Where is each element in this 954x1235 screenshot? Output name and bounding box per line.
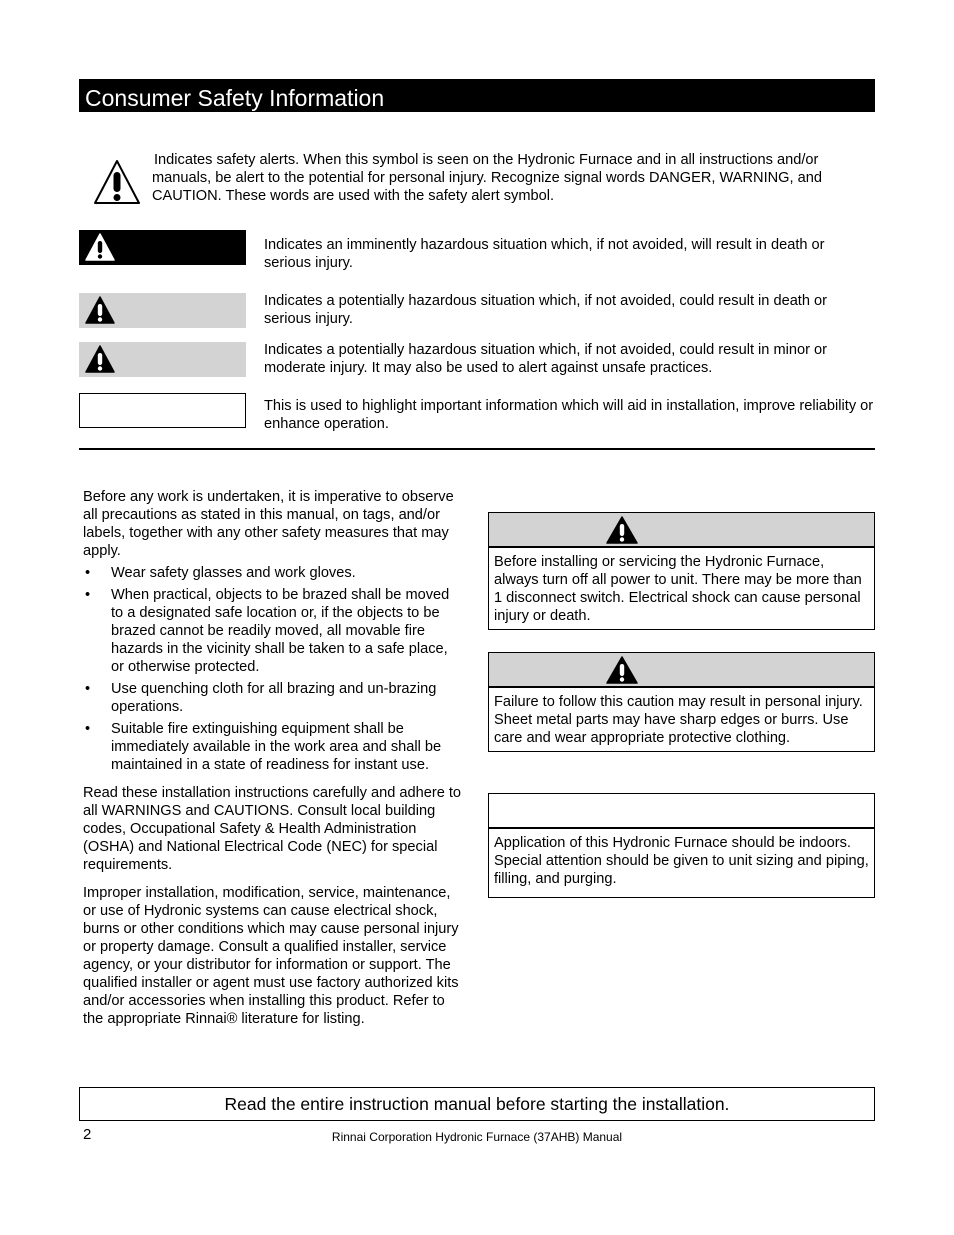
precautions-intro: Before any work is undertaken, it is imperative to observe all precautions as stated in this manual, on tags, and/or labels, together with any other safety measures that may apply. bbox=[83, 489, 454, 559]
warning-description: Indicates a potentially hazardous situation which, if not avoided, could result in death or serious injury. bbox=[264, 293, 828, 327]
bullet-icon: • bbox=[85, 721, 91, 737]
list-item bbox=[83, 680, 463, 716]
section-divider bbox=[79, 448, 875, 450]
warning-box-body: Before installing or servicing the Hydronic Furnace, always turn off all power to unit. There may be more than 1 disconnect switch. Electrical shock can cause personal injury or death. bbox=[488, 547, 875, 630]
danger-alert-icon bbox=[84, 232, 116, 262]
caution-alert-icon bbox=[605, 655, 639, 685]
warning-box-header bbox=[488, 512, 875, 547]
notice-signal-box bbox=[79, 393, 246, 428]
caution-description: Indicates a potentially hazardous situation which, if not avoided, could result in minor or moderate injury. It may also be used to alert against unsafe practices. bbox=[264, 342, 827, 376]
warning-alert-icon bbox=[605, 515, 639, 545]
safety-alert-description: Indicates safety alerts. When this symbol is seen on the Hydronic Furnace and in all instructions and/or manuals, be alert to the potential for personal injury. Recognize signal words DANGER, WARNING, and CAUTION. These words are used with the safety alert symbol. bbox=[152, 152, 822, 204]
bullet-icon: • bbox=[85, 587, 91, 603]
notice-box-header bbox=[488, 793, 875, 828]
bullet-icon: • bbox=[85, 681, 91, 697]
list-item bbox=[83, 586, 463, 676]
notice-box-body: Application of this Hydronic Furnace should be indoors. Special attention should be given to unit sizing and piping, filling, and purging. bbox=[488, 828, 875, 898]
warning-signal-box bbox=[79, 293, 246, 328]
read-instructions-paragraph: Read these installation instructions carefully and adhere to all WARNINGS and CAUTIONS. Consult local building codes, Occupational Safety & Health Administration (OSHA) and National Electrical Code (NEC) for special requirements. bbox=[83, 785, 462, 873]
list-item-text: Use quenching cloth for all brazing and un-brazing operations. bbox=[111, 681, 437, 715]
manual-title-footer: Rinnai Corporation Hydronic Furnace (37AHB) Manual bbox=[331, 1130, 623, 1144]
page-title: Consumer Safety Information bbox=[79, 79, 875, 112]
list-item-text: Wear safety glasses and work gloves. bbox=[111, 565, 356, 581]
danger-description: Indicates an imminently hazardous situation which, if not avoided, will result in death or serious injury. bbox=[264, 237, 825, 271]
page-number: 2 bbox=[83, 1126, 92, 1143]
list-item bbox=[83, 564, 463, 582]
improper-installation-paragraph: Improper installation, modification, service, maintenance, or use of Hydronic systems can cause electrical shock, burns or other conditions which may cause personal injury or property damage. Consult a qualified installer, service agency, or your distributor for information or support. The qualified installer or agent must use factory authorized kits and/or accessories when installing this product. Refer to the appropriate Rinnai® literature for listing. bbox=[83, 885, 459, 1027]
precautions-column bbox=[83, 488, 463, 1028]
precautions-list bbox=[83, 564, 463, 774]
caution-alert-icon bbox=[84, 344, 116, 374]
warning-alert-icon bbox=[84, 295, 116, 325]
danger-signal-box bbox=[79, 230, 246, 265]
caution-box-header bbox=[488, 652, 875, 687]
list-item bbox=[83, 720, 463, 774]
bullet-icon: • bbox=[85, 565, 91, 581]
safety-alert-icon bbox=[92, 158, 142, 206]
list-item-text: When practical, objects to be brazed shall be moved to a designated safe location or, if the objects to be brazed cannot be readily moved, all movable fire hazards in the vicinity shall be taken to a safe place, or otherwise protected. bbox=[111, 587, 450, 675]
caution-box-body: Failure to follow this caution may result in personal injury. Sheet metal parts may have sharp edges or burrs. Use care and wear appropriate protective clothing. bbox=[488, 687, 875, 752]
notice-description: This is used to highlight important information which will aid in installation, improve reliability or enhance operation. bbox=[264, 398, 874, 432]
list-item-text: Suitable fire extinguishing equipment shall be immediately available in the work area and shall be maintained in a state of readiness for instant use. bbox=[111, 721, 442, 773]
caution-signal-box bbox=[79, 342, 246, 377]
read-manual-notice: Read the entire instruction manual before starting the installation. bbox=[79, 1087, 875, 1121]
